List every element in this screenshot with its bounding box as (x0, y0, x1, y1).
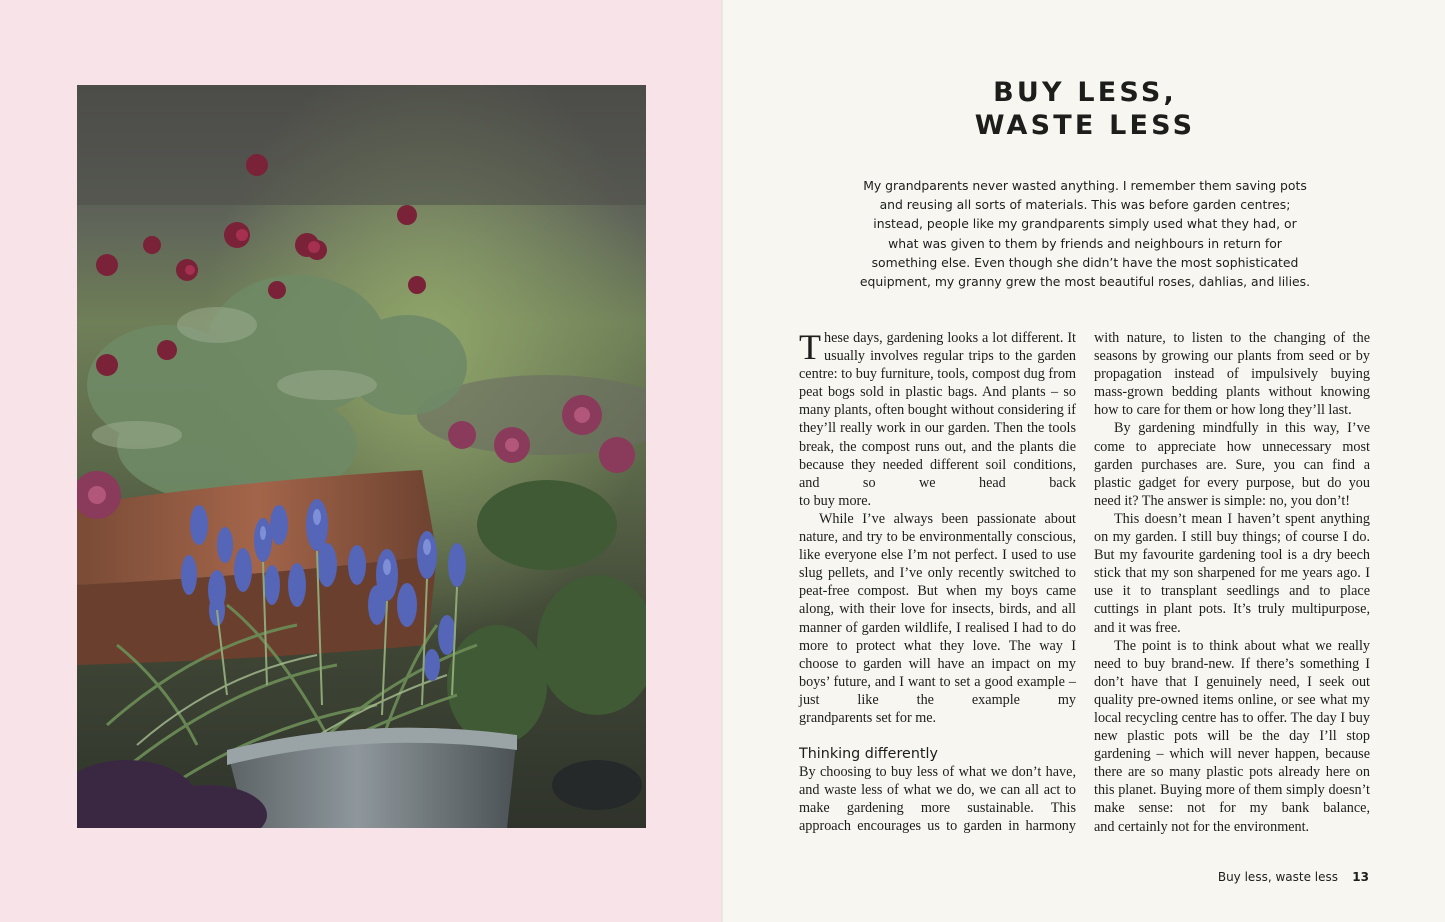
intro-line: something else. Even though she didn’t have the most sophisticated (871, 254, 1299, 270)
paragraph-last-line: need it? The answer is simple: no, you don’t! (1094, 492, 1350, 509)
garden-photo (77, 85, 646, 828)
title-line: BUY LESS, (993, 77, 1177, 108)
left-page (0, 0, 722, 922)
paragraph-text: hese days, gardening looks a lot different. It usually involves regular trips to the garden centre: to buy furniture, tools, compost dug from peat bogs sold in plastic bags. And plants – so many plants, often bought without considering if they’ll really work in our garden. Then the tools break, the compost runs out, and the plants die because they needed different soil conditions, and so we head back (799, 330, 1077, 491)
paragraph-last-line: how to care for them or how long they’ll last. (1094, 402, 1352, 419)
running-head: Buy less, waste less (1217, 870, 1338, 884)
intro-line: what was given to them by friends and neighbours in return for (888, 235, 1282, 251)
paragraph-last-line: and certainly not for the environment. (1094, 818, 1310, 835)
body-paragraph: with nature, to listen to the changing of the seasons by growing our plants from seed or by propagation instead of impulsively buying mass-grown bedding plants without knowing (1094, 330, 1370, 401)
body-paragraph: The point is to think about what we really need to buy brand-new. If there’s something I don’t have that I genuinely need, I seek out quality pre-owned items online, or see what my local recycling centre has to offer. The day I buy new plastic pots will be the day I’ll stop gardening – which will never happen, because there are so many plastic pots already here on this planet. Buying more of them simply doesn’t make sense: not for my bank balance, (1094, 637, 1370, 817)
body-column-left (799, 329, 1076, 835)
body-paragraph (799, 329, 1076, 492)
intro-line: My grandparents never wasted anything. I remember them saving pots (863, 178, 1307, 193)
body-paragraph: While I’ve always been passionate about nature, and try to be environmentally conscious, like everyone else I’m not perfect. I used to use slug pellets, and I’ve only recently switched to peat-free compost. But when my boys came along, with their love for insects, birds, and all manner of garden wildlife, I realised I had to do more to protect what they love. The way I choose to garden will have an impact on my boys’ future, and I want to set a good example – just like the example my (799, 510, 1076, 708)
body-paragraph: This doesn’t mean I haven’t spent anything on my garden. I still buy things; of course I do. But my favourite gardening tool is a dry beech stick that my son sharpened for me years ago. I use it to transplant seedlings and to place cuttings in plant pots. It’s truly multipurpose, (1094, 510, 1370, 618)
section-subheading: Thinking differently (799, 746, 938, 763)
body-column-right (1094, 329, 1370, 836)
drop-cap: T (799, 327, 821, 367)
title-line: WASTE LESS (974, 110, 1196, 141)
page-title (880, 76, 1290, 142)
body-paragraph: By choosing to buy less of what we don’t have, and waste less of what we do, we can all act to make gardening more sustainable. This approach encourages us to garden in harmony (799, 764, 1076, 835)
paragraph-last-line: to buy more. (799, 492, 872, 509)
paragraph-last-line: grandparents set for me. (799, 709, 937, 726)
intro-paragraph (835, 176, 1335, 291)
intro-line: and reusing all sorts of materials. This was before garden centres; (879, 197, 1291, 213)
intro-line: equipment, my granny grew the most beautiful roses, dahlias, and lilies. (859, 274, 1311, 290)
intro-line: instead, people like my grandparents simply used what they had, or (873, 216, 1297, 232)
page-number: 13 (1352, 870, 1369, 884)
paragraph-last-line: and it was free. (1094, 619, 1181, 636)
body-paragraph: By gardening mindfully in this way, I’ve come to appreciate how unnecessary most garden purchases are. Sure, you can find a plastic gadget for every purpose, but do you (1094, 420, 1370, 491)
garden-photo-image (77, 85, 646, 828)
